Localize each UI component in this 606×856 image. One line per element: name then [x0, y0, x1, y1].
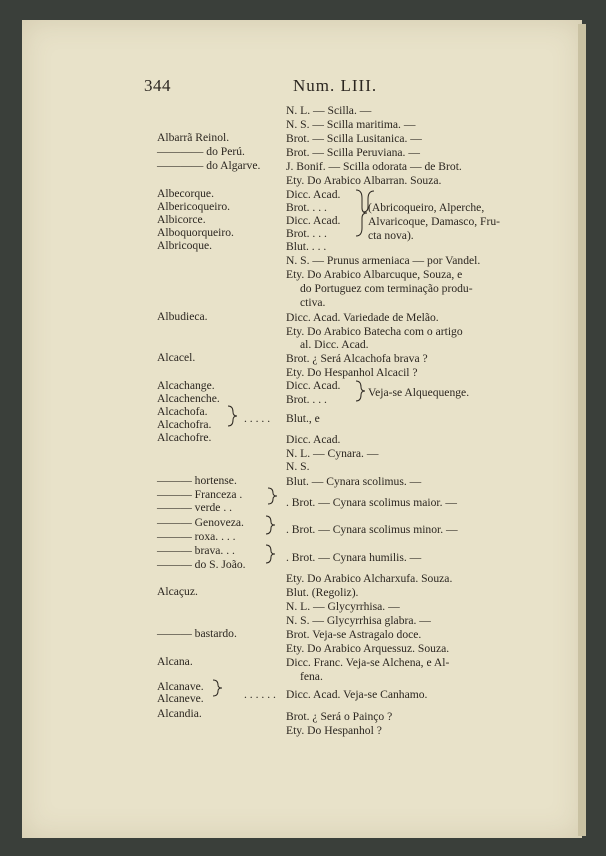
- text-line: . Brot. — Cynara scolimus maior. —: [286, 496, 457, 509]
- text-line: fena.: [300, 670, 323, 683]
- text-line: ——— roxa. . . .: [157, 530, 236, 543]
- text-line: Blut. — Cynara scolimus. —: [286, 475, 422, 488]
- text-line: Blut. (Regoliz).: [286, 586, 359, 599]
- text-line: Alcaçuz.: [157, 585, 198, 598]
- text-line: Brot. — Scilla Peruviana. —: [286, 146, 420, 159]
- text-line: ——— verde . .: [157, 501, 233, 514]
- text-line: Brot. — Scilla Lusitanica. —: [286, 132, 422, 145]
- text-line: N. S. — Prunus armeniaca — por Vandel.: [286, 254, 481, 267]
- text-line: Alcachofre.: [157, 431, 212, 444]
- text-line: Alcana.: [157, 655, 193, 668]
- text-line: Dicc. Acad.: [286, 188, 341, 201]
- text-line: N. L. — Scilla. —: [286, 104, 372, 117]
- text-line: N. S.: [286, 460, 310, 473]
- text-line: Brot. . . .: [286, 393, 327, 406]
- text-line: Alcacel.: [157, 351, 196, 364]
- text-line: Ety. Do Arabico Batecha com o artigo: [286, 325, 463, 338]
- text-line: Brot. . . .: [286, 201, 327, 214]
- text-line: Dicc. Acad.: [286, 379, 341, 392]
- text-line: Alcanave.: [157, 680, 204, 693]
- text-line: Albecorque.: [157, 187, 214, 200]
- text-line: Dicc. Acad. Veja-se Canhamo.: [286, 688, 428, 701]
- text-line: . . . . .: [244, 412, 271, 425]
- text-line: cta nova).: [368, 229, 414, 242]
- text-line: Blut. . . .: [286, 240, 327, 253]
- text-line: ——— Franceza .: [157, 488, 243, 501]
- page-edge: [578, 24, 586, 836]
- page-title: Num. LIII.: [293, 76, 378, 95]
- text-line: Alboquorqueiro.: [157, 226, 234, 239]
- text-line: Brot. ¿ Será o Painço ?: [286, 710, 393, 723]
- text-line: Ety. Do Arabico Alcharxufa. Souza.: [286, 572, 453, 585]
- text-line: ——— bastardo.: [157, 627, 237, 640]
- text-line: ctiva.: [300, 296, 326, 309]
- text-line: Albarrã Reinol.: [157, 131, 230, 144]
- text-line: . . . . . .: [244, 688, 276, 701]
- text-line: Alcandia.: [157, 707, 202, 720]
- text-line: Albericoqueiro.: [157, 200, 231, 213]
- text-line: Alcachange.: [157, 379, 215, 392]
- text-line: Alcachofra.: [157, 418, 212, 431]
- text-line: J. Bonif. — Scilla odorata — de Brot.: [286, 160, 462, 173]
- text-line: Veja-se Alquequenge.: [368, 386, 470, 399]
- text-line: al. Dicc. Acad.: [300, 338, 369, 351]
- text-line: ——— do S. João.: [157, 558, 246, 571]
- text-line: . Brot. — Cynara scolimus minor. —: [286, 523, 458, 536]
- text-line: Dicc. Franc. Veja-se Alchena, e Al-: [286, 656, 450, 669]
- text-line: do Portuguez com terminação produ-: [300, 282, 473, 295]
- text-line: Alvaricoque, Damasco, Fru-: [368, 215, 500, 228]
- text-line: Ety. Do Arabico Arquessuz. Souza.: [286, 642, 450, 655]
- text-line: Albricoque.: [157, 239, 213, 252]
- text-line: Blut., e: [286, 412, 320, 425]
- text-line: ———— do Algarve.: [157, 159, 261, 172]
- text-line: (Abricoqueiro, Alperche,: [368, 201, 485, 214]
- text-line: ——— hortense.: [157, 474, 237, 487]
- text-line: ——— brava. . .: [157, 544, 235, 557]
- text-line: Albudieca.: [157, 310, 208, 323]
- text-line: Ety. Do Arabico Albarran. Souza.: [286, 174, 442, 187]
- text-line: Albicorce.: [157, 213, 206, 226]
- page-number: 344: [144, 76, 171, 95]
- text-line: Ety. Do Arabico Albarcuque, Souza, e: [286, 268, 463, 281]
- text-line: N. L. — Cynara. —: [286, 447, 379, 460]
- text-line: Alcachenche.: [157, 392, 220, 405]
- text-line: Alcachofa.: [157, 405, 208, 418]
- text-line: . Brot. — Cynara humilis. —: [286, 551, 422, 564]
- text-line: Brot. ¿ Será Alcachofa brava ?: [286, 352, 428, 365]
- text-line: Dicc. Acad. Variedade de Melão.: [286, 311, 439, 324]
- text-line: Ety. Do Hespanhol ?: [286, 724, 382, 737]
- text-line: Dicc. Acad.: [286, 433, 341, 446]
- text-line: Brot. Veja-se Astragalo doce.: [286, 628, 422, 641]
- text-line: N. S. — Scilla maritima. —: [286, 118, 416, 131]
- text-line: N. S. — Glycyrrhisa glabra. —: [286, 614, 431, 627]
- text-line: ———— do Perú.: [157, 145, 245, 158]
- text-line: Alcaneve.: [157, 692, 204, 705]
- text-line: Dicc. Acad.: [286, 214, 341, 227]
- text-line: Ety. Do Hespanhol Alcacil ?: [286, 366, 418, 379]
- text-line: ——— Genoveza.: [157, 516, 244, 529]
- text-line: N. L. — Glycyrrhisa. —: [286, 600, 400, 613]
- text-line: Brot. . . .: [286, 227, 327, 240]
